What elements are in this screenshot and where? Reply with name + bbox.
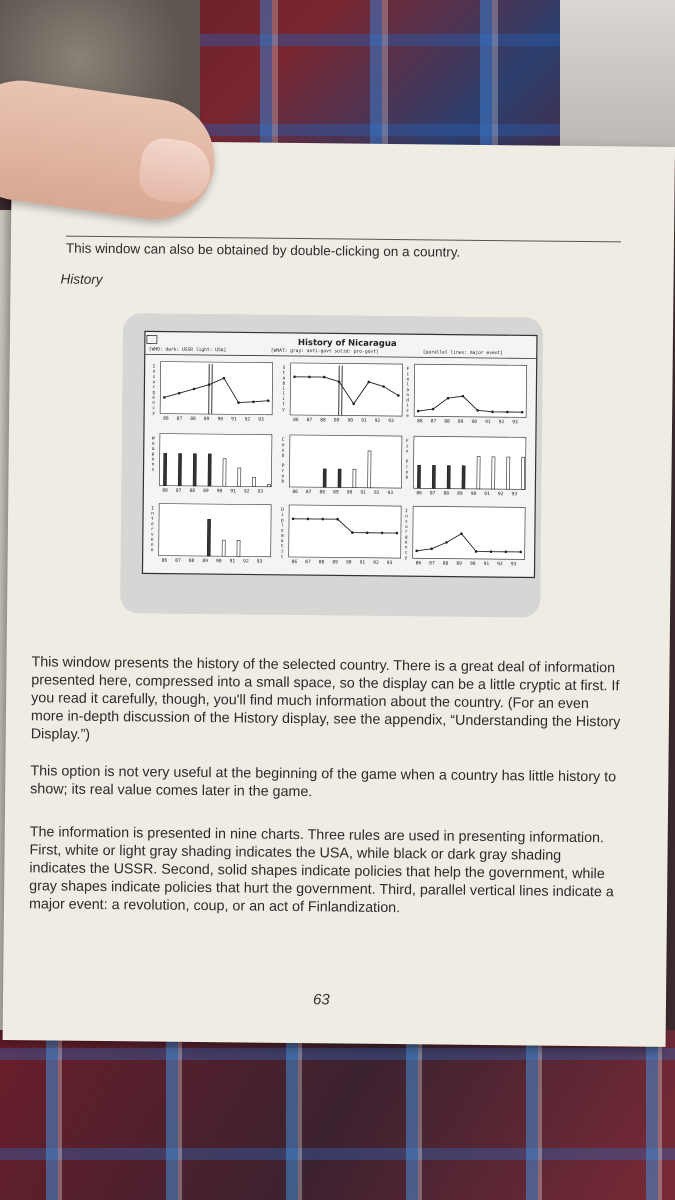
bar-mark <box>208 454 211 486</box>
panel-label-char: t <box>282 371 286 377</box>
year-tick-label: 91 <box>360 490 366 496</box>
panel-label-char: r <box>152 385 156 391</box>
panel-label-char: o <box>281 474 285 480</box>
intro-line: This window can also be obtained by double-clicking on a country. <box>65 240 461 260</box>
year-tick-label: 87 <box>305 490 312 496</box>
year-tick-label: 93 <box>387 490 394 497</box>
panel-label-char: a <box>282 376 286 382</box>
year-tick-label: 86 <box>416 491 422 497</box>
year-tick-label: 91 <box>231 417 237 423</box>
year-tick-label: 90 <box>470 491 477 497</box>
year-tick-label: 91 <box>361 418 367 424</box>
event-line <box>342 365 343 415</box>
year-tick-label: 92 <box>244 417 251 423</box>
panel-label-char: o <box>281 443 285 449</box>
panel-label-char: n <box>151 511 154 517</box>
panel-label-char: n <box>150 542 154 548</box>
panel-frame <box>289 435 402 488</box>
panel-label-char: a <box>406 387 410 393</box>
bar-mark <box>462 466 465 489</box>
year-tick-label: 90 <box>215 559 222 565</box>
panel-label-char: e <box>152 395 156 401</box>
panel-label-char: e <box>150 537 154 543</box>
panel-label-char: e <box>150 548 154 554</box>
bar-mark <box>477 457 480 489</box>
year-tick-label: 90 <box>345 560 352 566</box>
year-tick-label: 91 <box>485 419 491 426</box>
year-tick-label: 89 <box>203 489 209 495</box>
bar-mark <box>368 451 371 488</box>
event-line <box>209 364 210 414</box>
year-tick-label: 86 <box>417 419 423 425</box>
year-tick-label: 92 <box>498 420 505 426</box>
year-tick-label: 88 <box>443 491 450 497</box>
panel-label-char: c <box>404 550 408 556</box>
year-tick-label: 93 <box>512 420 518 426</box>
year-tick-label: 89 <box>332 560 338 566</box>
year-tick-label: 87 <box>429 491 436 497</box>
panel-label-char: I <box>405 509 408 515</box>
year-tick-label: 92 <box>373 490 380 496</box>
panel-label-char: c <box>280 554 284 560</box>
bar-mark <box>432 465 435 488</box>
panel-label-char: b <box>282 381 286 387</box>
panel-label-char: y <box>282 407 285 413</box>
legend-who: [WHO: dark: USSR light: USA] <box>148 347 227 354</box>
bar-mark <box>338 469 341 487</box>
panel-label-char: n <box>406 377 410 383</box>
year-tick-label: 91 <box>484 491 490 498</box>
year-tick-label: 87 <box>176 416 183 422</box>
year-tick-label: 93 <box>511 492 518 498</box>
panel-label-char: I <box>152 364 156 370</box>
year-tick-label: 91 <box>483 561 490 568</box>
bar-mark <box>163 453 166 485</box>
year-tick-label: 86 <box>415 561 422 567</box>
panel-label-char: e <box>406 413 409 419</box>
panel-label-char: F <box>405 439 409 445</box>
panel-label-char: y <box>404 555 408 561</box>
year-tick-label: 91 <box>359 560 366 566</box>
bar-mark <box>207 519 210 556</box>
page-number: 63 <box>312 991 330 1009</box>
panel-label-char: s <box>151 467 155 473</box>
paragraph-2: This option is not very useful at the beginning of the game when a country has little history to show; its real value comes later in the game. <box>30 763 617 801</box>
panel-label-char: W <box>151 436 155 442</box>
panel-label-char: C <box>281 437 285 443</box>
bar-mark <box>492 457 495 489</box>
year-tick-label: 90 <box>347 418 354 424</box>
year-tick-label: 86 <box>162 488 168 494</box>
bar-mark <box>447 466 450 489</box>
panel-label-char: i <box>282 397 286 403</box>
bar-mark <box>253 477 256 486</box>
year-tick-label: 92 <box>243 489 250 495</box>
year-tick-label: 86 <box>293 417 299 424</box>
panel-label-char: n <box>151 462 155 468</box>
panel-label-char: l <box>406 382 410 388</box>
panel-label-char: n <box>405 449 409 455</box>
panel-label-char: b <box>405 475 409 481</box>
panel-label-char: i <box>406 372 410 378</box>
year-tick-label: 88 <box>189 488 196 494</box>
year-tick-label: 90 <box>216 489 223 495</box>
year-tick-label: 93 <box>257 489 264 495</box>
legend-what: [WHAT: gray: anti-govt solid: pro-govt] <box>270 348 379 355</box>
panel-label-char: i <box>282 386 286 392</box>
panel-label-char: I <box>151 506 154 512</box>
year-tick-label: 92 <box>497 562 503 568</box>
panel-label-char: p <box>281 518 284 524</box>
panel-label-char: l <box>280 523 284 529</box>
book-page <box>3 140 675 1047</box>
year-tick-label: 91 <box>230 489 236 495</box>
window-title: History of Nicaragua <box>297 338 397 350</box>
panel-label-char: r <box>404 529 408 535</box>
year-tick-label: 92 <box>243 559 249 565</box>
year-tick-label: 88 <box>188 558 195 564</box>
bar-mark <box>223 459 226 487</box>
panel-label-char: b <box>281 479 285 485</box>
year-tick-label: 88 <box>319 490 326 496</box>
bar-mark <box>521 457 524 489</box>
panel-label-char: p <box>151 452 155 458</box>
panel-label-char: t <box>151 516 154 522</box>
panel-frame <box>290 363 403 416</box>
year-tick-label: 86 <box>163 416 169 422</box>
panel-label-char: F <box>406 367 410 373</box>
year-tick-label: 87 <box>175 488 182 494</box>
paragraph-3: The information is presented in nine charts. Three rules are used in presenting information. First, white or light gray shading indicates the USA, while black or dark gray shading indicates the USSR. Second, solid shapes indicate policies that help the government, while gray shapes indicate policies that hurt the government. Third, parallel vertical lines indicate a major event: a revolution, coup, or an act of Finlandization. <box>28 824 614 917</box>
panel-label-char: e <box>404 540 408 546</box>
year-tick-label: 88 <box>190 416 196 422</box>
year-tick-label: 88 <box>444 419 450 425</box>
panel-frame <box>289 505 402 558</box>
year-tick-label: 87 <box>305 560 311 566</box>
panel-frame <box>159 504 272 557</box>
history-screenshot <box>120 313 543 617</box>
panel-label-char: p <box>281 453 285 459</box>
bar-mark <box>507 457 510 489</box>
bar-mark <box>323 469 326 487</box>
legend-lines: [parallel lines: major event] <box>422 350 504 357</box>
panel-label-char: D <box>281 507 284 513</box>
panel-label-char: c <box>152 406 155 412</box>
bar-mark <box>417 465 420 488</box>
panel-label-char: a <box>151 446 155 452</box>
year-tick-label: 91 <box>229 559 236 565</box>
year-tick-label: 90 <box>471 419 478 425</box>
panel-label-char: S <box>282 365 286 371</box>
year-tick-label: 89 <box>202 559 208 565</box>
panel-label-char: i <box>405 444 409 450</box>
bar-mark <box>237 540 240 556</box>
panel-label-char: n <box>404 545 408 551</box>
year-tick-label: 87 <box>429 561 435 567</box>
year-tick-label: 90 <box>469 561 476 567</box>
panel-label-char: y <box>152 411 155 417</box>
bar-mark <box>353 469 356 487</box>
panel-label-char: g <box>404 535 408 541</box>
panel-label-char: r <box>281 469 285 475</box>
panel-label-char: n <box>406 393 410 399</box>
panel-label-char: z <box>406 408 409 414</box>
panel-label-char: n <box>152 369 156 375</box>
year-tick-label: 92 <box>374 418 381 424</box>
bar-mark <box>267 484 270 486</box>
year-tick-label: 89 <box>333 418 340 424</box>
year-tick-label: 93 <box>510 562 517 568</box>
year-tick-label: 90 <box>217 417 224 423</box>
history-window <box>120 313 543 617</box>
year-tick-label: 93 <box>388 418 394 425</box>
year-tick-label: 93 <box>258 417 264 423</box>
year-tick-label: 90 <box>346 490 353 496</box>
panel-label-char: P <box>405 459 409 465</box>
year-tick-label: 92 <box>497 492 504 498</box>
year-tick-label: 89 <box>457 491 463 497</box>
panel-label-char: u <box>281 448 285 454</box>
event-line <box>339 365 340 415</box>
panel-label-char: g <box>152 390 156 396</box>
event-line <box>212 364 213 414</box>
bar-mark <box>178 454 181 486</box>
panel-label-char: r <box>405 465 409 471</box>
panel-label-char: v <box>150 532 154 538</box>
blanket-bottom <box>0 1030 675 1200</box>
panel-frame <box>160 362 273 415</box>
paragraph-1: This window presents the history of the selected country. There is a great deal of information presented here, compressed into a small space, so the display can be a little cryptic at first. If you read it carefully, though, you'll find much information about the country. (For an even more in-depth discussion of the History display, see the appendix, “Understanding the History Display.”) <box>30 654 621 743</box>
year-tick-label: 92 <box>373 560 379 566</box>
section-label: History <box>60 271 103 287</box>
panel-label-char: i <box>280 549 284 555</box>
panel-label-char: t <box>282 402 285 408</box>
panel-label-char: a <box>280 539 284 545</box>
bar-mark <box>238 468 241 486</box>
year-tick-label: 87 <box>430 419 437 425</box>
year-tick-label: 87 <box>306 418 313 424</box>
year-tick-label: 86 <box>161 558 168 564</box>
year-tick-label: 86 <box>292 489 298 496</box>
year-tick-label: 93 <box>256 559 263 565</box>
year-tick-label: 88 <box>318 560 325 566</box>
panel-label-char: i <box>406 403 409 409</box>
panel-label-char: r <box>150 527 154 533</box>
panel-label-char: o <box>280 528 284 534</box>
panel-label-char: d <box>406 398 410 404</box>
panel-label-char: n <box>405 514 408 520</box>
panel-label-char: s <box>404 519 408 525</box>
panel-label-char: t <box>280 544 284 550</box>
bar-mark <box>193 454 196 486</box>
year-tick-label: 88 <box>442 561 449 567</box>
panel-label-char: o <box>151 457 155 463</box>
year-tick-label: 89 <box>457 419 464 425</box>
year-tick-label: 86 <box>291 559 298 566</box>
panel-label-char: n <box>152 400 155 406</box>
background-sheet <box>560 0 675 160</box>
panel-label-char: u <box>404 524 408 530</box>
year-tick-label: 88 <box>320 418 326 424</box>
year-tick-label: 89 <box>203 417 210 423</box>
panel-label-char: l <box>282 391 286 397</box>
bar-mark <box>222 540 225 556</box>
year-tick-label: 89 <box>333 490 339 496</box>
year-tick-label: 87 <box>175 558 181 564</box>
panel-label-char: o <box>405 470 409 476</box>
panel-label-char: e <box>150 522 154 528</box>
panel-label-char: P <box>281 463 285 469</box>
panel-label-char: s <box>152 374 156 380</box>
panel-label-char: e <box>151 441 155 447</box>
panel-label-char: i <box>281 513 284 519</box>
year-tick-label: 89 <box>456 561 462 567</box>
year-tick-label: 93 <box>386 560 393 567</box>
panel-label-char: u <box>152 380 156 386</box>
panel-label-char: m <box>280 533 284 539</box>
